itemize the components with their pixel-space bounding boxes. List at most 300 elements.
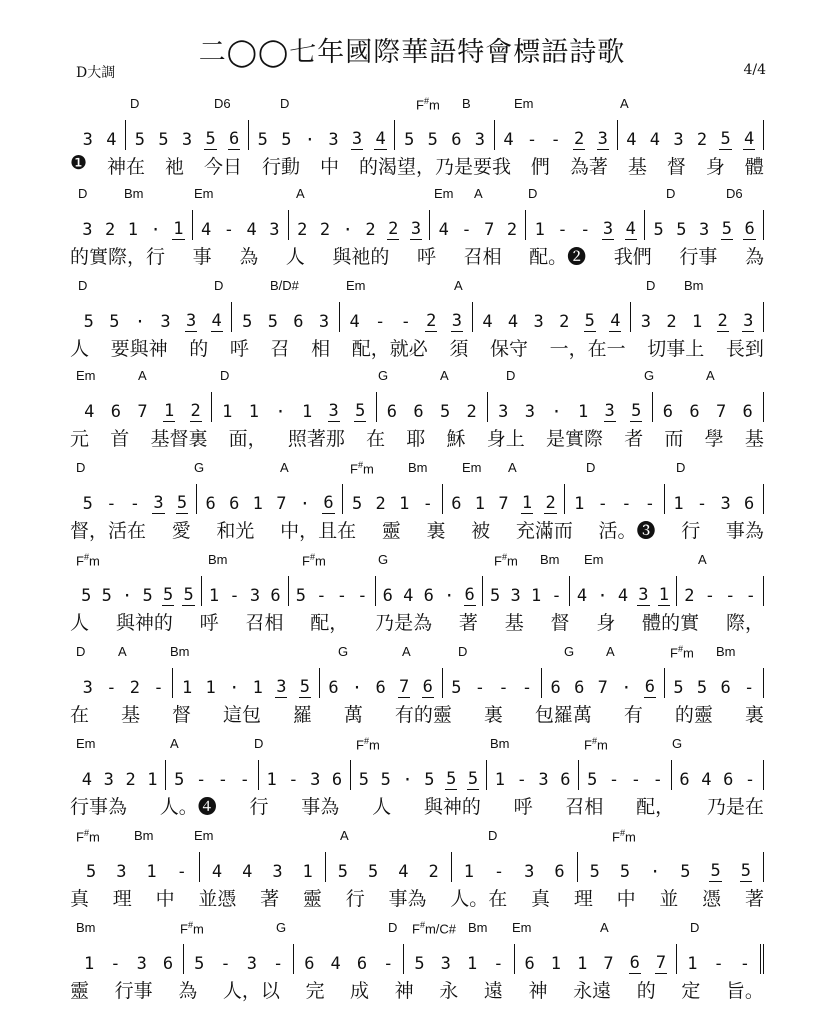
note: 4 [576, 586, 588, 606]
lyric-word: 穌 [446, 428, 466, 450]
note: 6 [574, 678, 585, 698]
note: 6 [270, 586, 281, 606]
lyric-word: 與祂的 [332, 246, 390, 268]
note: 1 [399, 494, 410, 514]
chord-row [0, 920, 824, 938]
sustain-dash: - [217, 770, 229, 790]
note: 3 [272, 862, 283, 882]
note: 3 [602, 219, 614, 239]
sustain-dash: - [195, 770, 207, 790]
measure [74, 668, 173, 698]
note: 2 [375, 494, 386, 514]
lyric-word: 行事 [114, 980, 153, 1002]
chord-symbol: F#m [612, 828, 636, 845]
chord-symbol: A [170, 736, 179, 751]
note: 6 [662, 402, 674, 422]
note: 5 [351, 494, 363, 514]
system-6 [0, 552, 824, 648]
lyric-word: 包羅萬 [534, 704, 592, 726]
lyric-word: 行 [345, 888, 365, 910]
lyric-word: 基 [627, 156, 647, 178]
note: 4 [375, 129, 386, 149]
chord-symbol: D [690, 920, 700, 935]
chord-symbol: D [280, 96, 290, 111]
sustain-dash: - [288, 770, 299, 790]
chord-row [0, 278, 824, 296]
note: 4 [330, 954, 341, 974]
lyric-word: 憑 [702, 888, 722, 910]
chord-symbol: Em [194, 186, 214, 201]
measure [74, 852, 200, 882]
note: 2 [466, 402, 477, 422]
note: 4 [201, 220, 212, 240]
lyric-word: 督，活在 [70, 520, 147, 542]
lyric-word: 者 [624, 428, 644, 450]
measure [677, 576, 764, 606]
chord-symbol: F#m/C# [412, 920, 457, 937]
measure [677, 944, 764, 974]
sustain-dash: - [498, 678, 509, 698]
sustain-dash: - [229, 586, 240, 606]
chord-symbol: Em [76, 368, 96, 383]
measure [430, 210, 526, 240]
measure [232, 302, 339, 332]
measure [343, 484, 442, 514]
note: 3 [673, 130, 684, 150]
measure [166, 760, 258, 790]
note: 6 [304, 954, 315, 974]
note: 1 [181, 678, 193, 698]
lyrics-line [70, 516, 764, 546]
sustain-dash: - [652, 770, 663, 790]
measure [259, 760, 351, 790]
lyric-word: 定 [681, 980, 701, 1002]
measure [212, 392, 377, 422]
measure [74, 210, 193, 240]
note: 1 [147, 770, 158, 790]
note: 5 [205, 129, 216, 149]
note: 2 [365, 220, 376, 240]
note: 3 [185, 311, 197, 331]
measure [443, 668, 542, 698]
sustain-dash: - [400, 312, 411, 332]
system-2 [0, 186, 824, 282]
note: 4 [349, 312, 360, 332]
lyric-word: 保守 [490, 338, 529, 360]
lyric-word: 面， [228, 428, 267, 450]
lyric-word: 旨。 [725, 980, 764, 1002]
lyric-word: 元 [70, 428, 90, 450]
lyric-word: 體的實 [642, 612, 700, 634]
note: 5 [740, 861, 751, 881]
note: 4 [242, 862, 253, 882]
dot-mark: · [299, 494, 311, 514]
note: 6 [451, 130, 462, 150]
lyric-word: 永遠 [573, 980, 612, 1002]
note: 6 [679, 770, 690, 790]
measure [570, 576, 677, 606]
note: 5 [176, 493, 188, 513]
note: 1 [205, 678, 216, 698]
chord-symbol: D [586, 460, 596, 475]
lyric-word: 和光 [216, 520, 255, 542]
note: 3 [698, 220, 710, 240]
sustain-dash: - [493, 862, 505, 882]
notation-row [74, 572, 764, 606]
chord-symbol: F#m [416, 96, 440, 113]
note: 3 [82, 220, 93, 240]
chord-symbol: A [440, 368, 449, 383]
note: 1 [173, 219, 184, 239]
note: 2 [717, 311, 728, 331]
lyric-word: 人，以 [222, 980, 280, 1002]
note: 2 [684, 586, 695, 606]
note: 5 [257, 130, 268, 150]
lyric-word: 裏 [744, 704, 764, 726]
lyric-word: 配，就必 [351, 338, 428, 360]
note: 4 [84, 402, 95, 422]
lyric-word: 中 [616, 888, 636, 910]
sustain-dash: - [316, 586, 327, 606]
note: 2 [129, 678, 141, 698]
note: 1 [127, 220, 138, 240]
note: 3 [82, 678, 93, 698]
lyric-word: 這包 [222, 704, 261, 726]
lyric-word: 行 [681, 520, 701, 542]
note: 3 [318, 312, 330, 332]
chord-symbol: Em [194, 828, 214, 843]
note: 6 [451, 494, 462, 514]
lyric-word: 一，在一 [549, 338, 626, 360]
chord-symbol: A [474, 186, 483, 201]
note: 5 [194, 954, 205, 974]
lyric-word: 靈 [302, 888, 322, 910]
chord-symbol: A [698, 552, 707, 567]
lyric-word: 人 [70, 338, 90, 360]
lyric-word: 中 [155, 888, 175, 910]
dot-mark: · [621, 678, 632, 698]
measure [74, 944, 184, 974]
measure [289, 210, 431, 240]
note: 1 [577, 954, 588, 974]
chord-symbol: Bm [76, 920, 96, 935]
lyric-word: 耶 [406, 428, 426, 450]
chord-symbol: A [600, 920, 609, 935]
lyric-word: 配。❷ [529, 246, 587, 268]
measure [473, 302, 631, 332]
chord-symbol: F#m [302, 552, 326, 569]
lyric-word: 被 [471, 520, 491, 542]
key-signature: D大調 [76, 65, 116, 81]
note: 1 [301, 402, 313, 422]
chord-row [0, 368, 824, 386]
note: 6 [422, 677, 433, 697]
sustain-dash: - [745, 586, 756, 606]
note: 5 [109, 312, 120, 332]
sustain-dash: - [110, 954, 121, 974]
measure [565, 484, 664, 514]
note: 1 [530, 586, 542, 606]
lyrics-line [70, 700, 764, 730]
note: 5 [337, 862, 349, 882]
lyric-word: 人 [372, 796, 392, 818]
chord-symbol: Em [434, 186, 454, 201]
chord-symbol: B/D# [270, 278, 299, 293]
chord-symbol: A [340, 828, 349, 843]
lyric-word: 而 [664, 428, 684, 450]
note: 3 [328, 130, 339, 150]
measure [452, 852, 578, 882]
note: 2 [297, 220, 308, 240]
lyric-word: 理 [573, 888, 593, 910]
note: 4 [744, 129, 755, 149]
notation-row [74, 298, 764, 332]
note: 1 [577, 402, 589, 422]
note: 5 [174, 770, 185, 790]
chord-symbol: Em [76, 736, 96, 751]
note: 1 [463, 862, 474, 882]
note: 6 [742, 402, 753, 422]
lyric-word: 召相 [463, 246, 502, 268]
note: 2 [545, 493, 556, 513]
note: 6 [524, 954, 535, 974]
lyric-word: 督 [171, 704, 191, 726]
sustain-dash: - [516, 770, 527, 790]
note: 5 [368, 862, 379, 882]
lyric-word: 萬 [343, 704, 363, 726]
lyric-word: 要與神 [110, 338, 168, 360]
note: 6 [382, 586, 393, 606]
lyric-word: 永 [439, 980, 459, 1002]
lyric-word: 遠 [483, 980, 503, 1002]
note: 2 [666, 312, 677, 332]
chord-symbol: G [276, 920, 287, 935]
chord-row [0, 186, 824, 204]
dot-mark: · [597, 586, 608, 606]
measure [326, 852, 452, 882]
chord-symbol: Bm [540, 552, 560, 567]
note: 1 [146, 862, 157, 882]
note: 1 [302, 862, 313, 882]
note: 4 [649, 130, 661, 150]
lyric-word: 的 [636, 980, 656, 1002]
note: 2 [506, 220, 518, 240]
lyric-word: 學 [704, 428, 724, 450]
note: 6 [464, 585, 475, 605]
note: 1 [208, 586, 220, 606]
lyric-word: 與神的 [423, 796, 481, 818]
lyrics-line [70, 976, 764, 1006]
chord-symbol: F#m [584, 736, 608, 753]
measure [404, 944, 514, 974]
sustain-dash: - [336, 586, 347, 606]
lyric-word: 愛 [171, 520, 191, 542]
note: 5 [183, 585, 194, 605]
lyric-word: 神在 [107, 156, 146, 178]
lyric-word: 與神的 [115, 612, 173, 634]
note: 7 [137, 402, 148, 422]
sustain-dash: - [153, 678, 164, 698]
note: 6 [293, 312, 304, 332]
chord-symbol: G [644, 368, 655, 383]
lyric-word: 的渴望，乃是要我 [358, 156, 511, 178]
measure [351, 760, 487, 790]
note: 5 [446, 769, 457, 789]
measure [526, 210, 645, 240]
lyric-word: 相 [311, 338, 331, 360]
note: 7 [399, 677, 410, 697]
chord-symbol: D [458, 644, 468, 659]
sustain-dash: - [106, 678, 117, 698]
note: 3 [604, 401, 615, 421]
lyric-word: 體 [744, 156, 764, 178]
note: 5 [85, 862, 97, 882]
note: 6 [560, 770, 571, 790]
system-10 [0, 920, 824, 1016]
chord-symbol: Bm [170, 644, 190, 659]
note: 3 [103, 770, 114, 790]
chord-symbol: Bm [490, 736, 510, 751]
lyric-word: 為 [178, 980, 198, 1002]
sustain-dash: - [557, 220, 568, 240]
note: 4 [81, 770, 93, 790]
measure [126, 120, 249, 150]
measure [443, 484, 566, 514]
note: 6 [229, 129, 240, 149]
measure [618, 120, 764, 150]
note: 1 [84, 954, 95, 974]
sustain-dash: - [644, 494, 656, 514]
notation-row [74, 940, 764, 974]
note: 2 [105, 220, 116, 240]
lyric-word: 乃是為 [375, 612, 433, 634]
chord-row [0, 644, 824, 662]
note: 6 [629, 953, 640, 973]
note: 1 [163, 401, 175, 421]
note: 5 [162, 585, 174, 605]
note: 1 [252, 678, 263, 698]
chord-symbol: D [666, 186, 676, 201]
sustain-dash: - [493, 954, 504, 974]
chord-symbol: G [564, 644, 575, 659]
note: 6 [689, 402, 700, 422]
lyric-word: 督 [666, 156, 686, 178]
measure [74, 484, 197, 514]
chord-symbol: Em [512, 920, 532, 935]
note: 2 [190, 401, 201, 421]
note: 6 [331, 770, 343, 790]
system-1 [0, 96, 824, 192]
measure [672, 760, 764, 790]
note: 1 [534, 220, 545, 240]
note: 5 [142, 586, 153, 606]
note: 6 [723, 770, 734, 790]
note: 7 [597, 678, 608, 698]
note: 3 [351, 129, 363, 149]
chord-symbol: F#m [356, 736, 380, 753]
note: 5 [439, 402, 451, 422]
measure [74, 576, 202, 606]
note: 3 [246, 954, 257, 974]
measure [202, 576, 289, 606]
note: 3 [116, 862, 127, 882]
dot-mark: · [351, 678, 363, 698]
note: 3 [533, 312, 544, 332]
note: 3 [597, 129, 608, 149]
lyric-word: 行事為 [70, 796, 128, 818]
lyric-word: 神 [394, 980, 414, 1002]
lyric-word: 配， [310, 612, 349, 634]
note: 6 [413, 402, 424, 422]
sustain-dash: - [521, 678, 533, 698]
sustain-dash: - [176, 862, 187, 882]
dot-mark: · [229, 678, 240, 698]
sustain-dash: - [744, 770, 756, 790]
lyric-word: 真 [70, 888, 90, 910]
note: 2 [559, 312, 570, 332]
note: 4 [398, 862, 409, 882]
note: 5 [427, 130, 438, 150]
note: 3 [538, 770, 549, 790]
note: 6 [744, 494, 755, 514]
measure [74, 760, 166, 790]
note: 5 [101, 586, 112, 606]
lyric-word: 成 [350, 980, 370, 1002]
note: 7 [498, 494, 509, 514]
chord-symbol: D [78, 186, 88, 201]
notation-row [74, 388, 764, 422]
sustain-dash: - [220, 954, 231, 974]
note: 3 [181, 130, 193, 150]
note: 3 [474, 130, 486, 150]
note: 1 [521, 493, 533, 513]
note: 6 [644, 677, 655, 697]
measure [197, 484, 343, 514]
lyric-word: 理 [112, 888, 132, 910]
lyric-word: 的實際，行 [70, 246, 166, 268]
note: 5 [710, 861, 721, 881]
measure [184, 944, 294, 974]
note: 3 [440, 954, 451, 974]
lyric-word: 是實際 [545, 428, 603, 450]
lyric-word: 著 [260, 888, 280, 910]
system-8 [0, 736, 824, 832]
chord-symbol: Bm [208, 552, 228, 567]
measure [653, 392, 764, 422]
chord-symbol: Bm [124, 186, 144, 201]
note: 3 [640, 312, 652, 332]
measure [542, 668, 665, 698]
lyric-word: 並 [659, 888, 679, 910]
sustain-dash: - [106, 494, 117, 514]
lyric-word: 呼 [199, 612, 219, 634]
note: 6 [328, 678, 339, 698]
lyric-word: 靈 [70, 980, 90, 1002]
chord-symbol: G [378, 368, 389, 383]
lyric-word: 際， [725, 612, 764, 634]
measure [74, 120, 126, 150]
lyrics-line [70, 242, 764, 272]
lyric-word: 身 [596, 612, 616, 634]
lyric-word: 活。❸ [598, 520, 656, 542]
lyric-word: 真 [531, 888, 551, 910]
lyric-word: 的靈 [674, 704, 713, 726]
lyric-word: 基 [120, 704, 140, 726]
note: 2 [388, 219, 399, 239]
lyric-word: 事為 [301, 796, 340, 818]
lyric-word: 身上 [486, 428, 525, 450]
chord-symbol: D [214, 278, 224, 293]
